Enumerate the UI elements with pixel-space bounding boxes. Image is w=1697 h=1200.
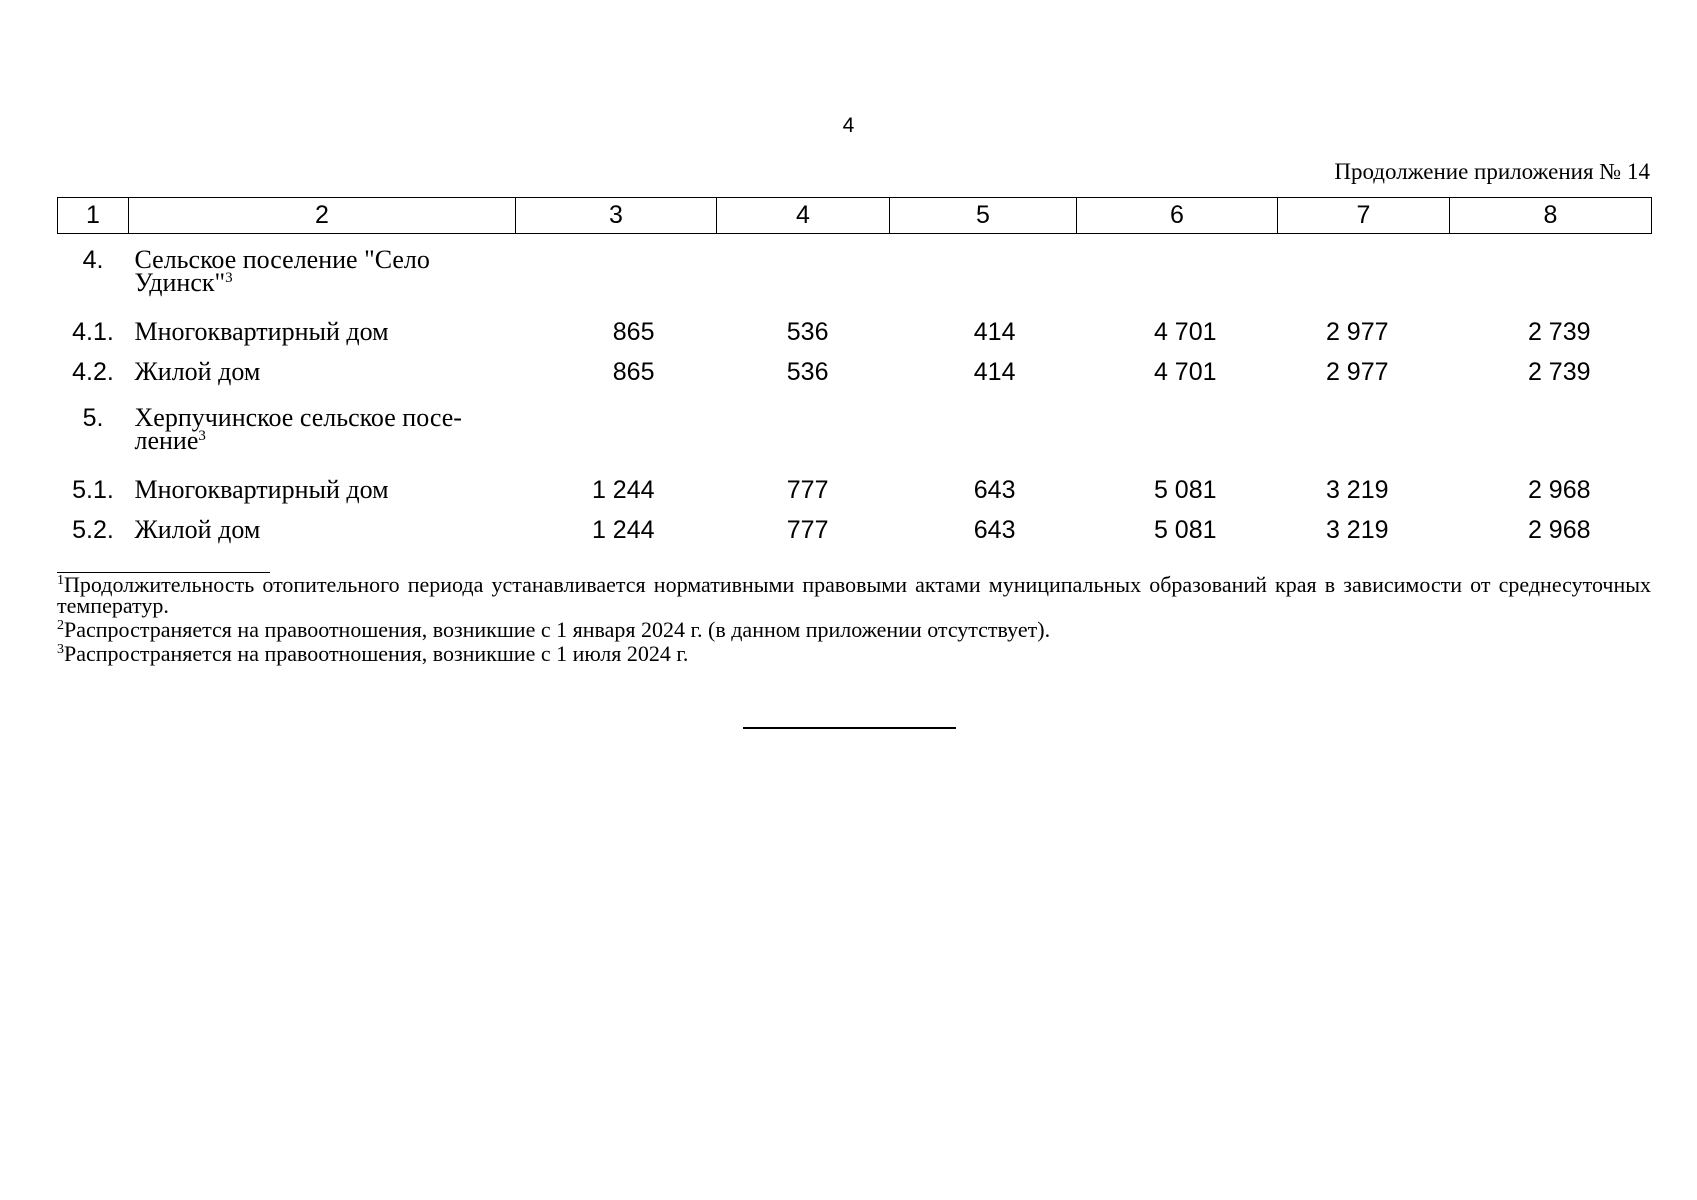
value-cell: 536	[786, 358, 829, 386]
footnote-text: Распространяется на правоотношения, возникшие с 1 января 2024 г. (в данном приложении отсутствует).	[64, 617, 1051, 642]
value-cell	[1077, 234, 1278, 313]
value-cell: 414	[973, 358, 1016, 386]
table-row	[58, 392, 1652, 470]
column-header: 3	[516, 198, 717, 234]
row-number: 4.2.	[72, 358, 114, 386]
table-row	[58, 470, 1652, 510]
value-cell	[890, 234, 1077, 313]
footnote-mark: 1	[57, 573, 64, 588]
value-cell	[516, 392, 717, 470]
value-cell	[717, 392, 890, 470]
value-cell: 865	[612, 318, 655, 346]
value-cell: 643	[973, 516, 1016, 544]
footnote-ref: 3	[198, 428, 206, 444]
column-header: 7	[1278, 198, 1450, 234]
value-cell: 1 244	[591, 476, 655, 504]
value-cell: 2 968	[1527, 516, 1591, 544]
footnote-text: Распространяется на правоотношения, возникшие с 1 июля 2024 г.	[64, 641, 689, 666]
page-number: 4	[842, 114, 855, 137]
value-cell: 2 739	[1527, 358, 1591, 386]
value-cell: 2 977	[1325, 318, 1389, 346]
value-cell: 777	[786, 476, 829, 504]
row-name-cell	[129, 392, 516, 470]
value-cell	[1077, 392, 1278, 470]
footnote-ref: 3	[225, 270, 233, 286]
row-number: 4.1.	[72, 318, 114, 346]
column-header: 2	[129, 198, 516, 234]
footnote-text: Продолжительность отопительного периода устанавливается нормативными правовыми актами муниципальных образований края в зависимости от среднесуточных температур.	[57, 572, 1651, 618]
row-number: 4.	[82, 246, 104, 274]
value-cell	[516, 234, 717, 313]
table-body	[58, 234, 1652, 551]
footnote-mark: 2	[57, 618, 64, 633]
footnote	[57, 619, 1651, 640]
value-cell: 4 701	[1153, 318, 1217, 346]
column-header: 4	[717, 198, 890, 234]
footnote	[57, 643, 1651, 664]
table-header	[58, 198, 1652, 234]
row-number: 5.1.	[72, 476, 114, 504]
value-cell: 2 968	[1527, 476, 1591, 504]
footnotes	[57, 574, 1651, 667]
value-cell: 777	[786, 516, 829, 544]
column-header: 1	[58, 198, 129, 234]
value-cell	[1450, 234, 1652, 313]
end-of-document-rule	[743, 727, 956, 729]
column-header: 8	[1450, 198, 1652, 234]
value-cell: 2 977	[1325, 358, 1389, 386]
value-cell: 643	[973, 476, 1016, 504]
row-name: Херпучинское сельское посе-ление	[134, 403, 462, 455]
table-row	[58, 352, 1652, 392]
row-name: Многоквартирный дом	[134, 475, 389, 504]
value-cell: 5 081	[1153, 516, 1217, 544]
column-header: 5	[890, 198, 1077, 234]
footnote	[57, 574, 1651, 616]
table-header-row	[58, 198, 1652, 234]
data-table	[57, 197, 1652, 550]
value-cell: 414	[973, 318, 1016, 346]
row-name-cell	[129, 234, 516, 313]
table-row	[58, 510, 1652, 550]
continuation-label: Продолжение приложения № 14	[1334, 159, 1650, 184]
value-cell	[717, 234, 890, 313]
value-cell: 536	[786, 318, 829, 346]
row-name: Сельское поселение "Село Удинск"	[134, 245, 430, 297]
row-name: Жилой дом	[134, 357, 261, 386]
value-cell: 2 739	[1527, 318, 1591, 346]
value-cell: 3 219	[1325, 476, 1389, 504]
value-cell: 1 244	[591, 516, 655, 544]
footnote-mark: 3	[57, 642, 64, 657]
row-number: 5.2.	[72, 516, 114, 544]
row-name: Жилой дом	[134, 515, 261, 544]
column-header: 6	[1077, 198, 1278, 234]
table-row	[58, 312, 1652, 352]
row-name: Многоквартирный дом	[134, 317, 389, 346]
value-cell: 3 219	[1325, 516, 1389, 544]
value-cell	[890, 392, 1077, 470]
row-number: 5.	[82, 404, 104, 432]
value-cell	[1450, 392, 1652, 470]
value-cell: 4 701	[1153, 358, 1217, 386]
value-cell: 5 081	[1153, 476, 1217, 504]
value-cell: 865	[612, 358, 655, 386]
table-row	[58, 234, 1652, 313]
value-cell	[1278, 234, 1450, 313]
value-cell	[1278, 392, 1450, 470]
